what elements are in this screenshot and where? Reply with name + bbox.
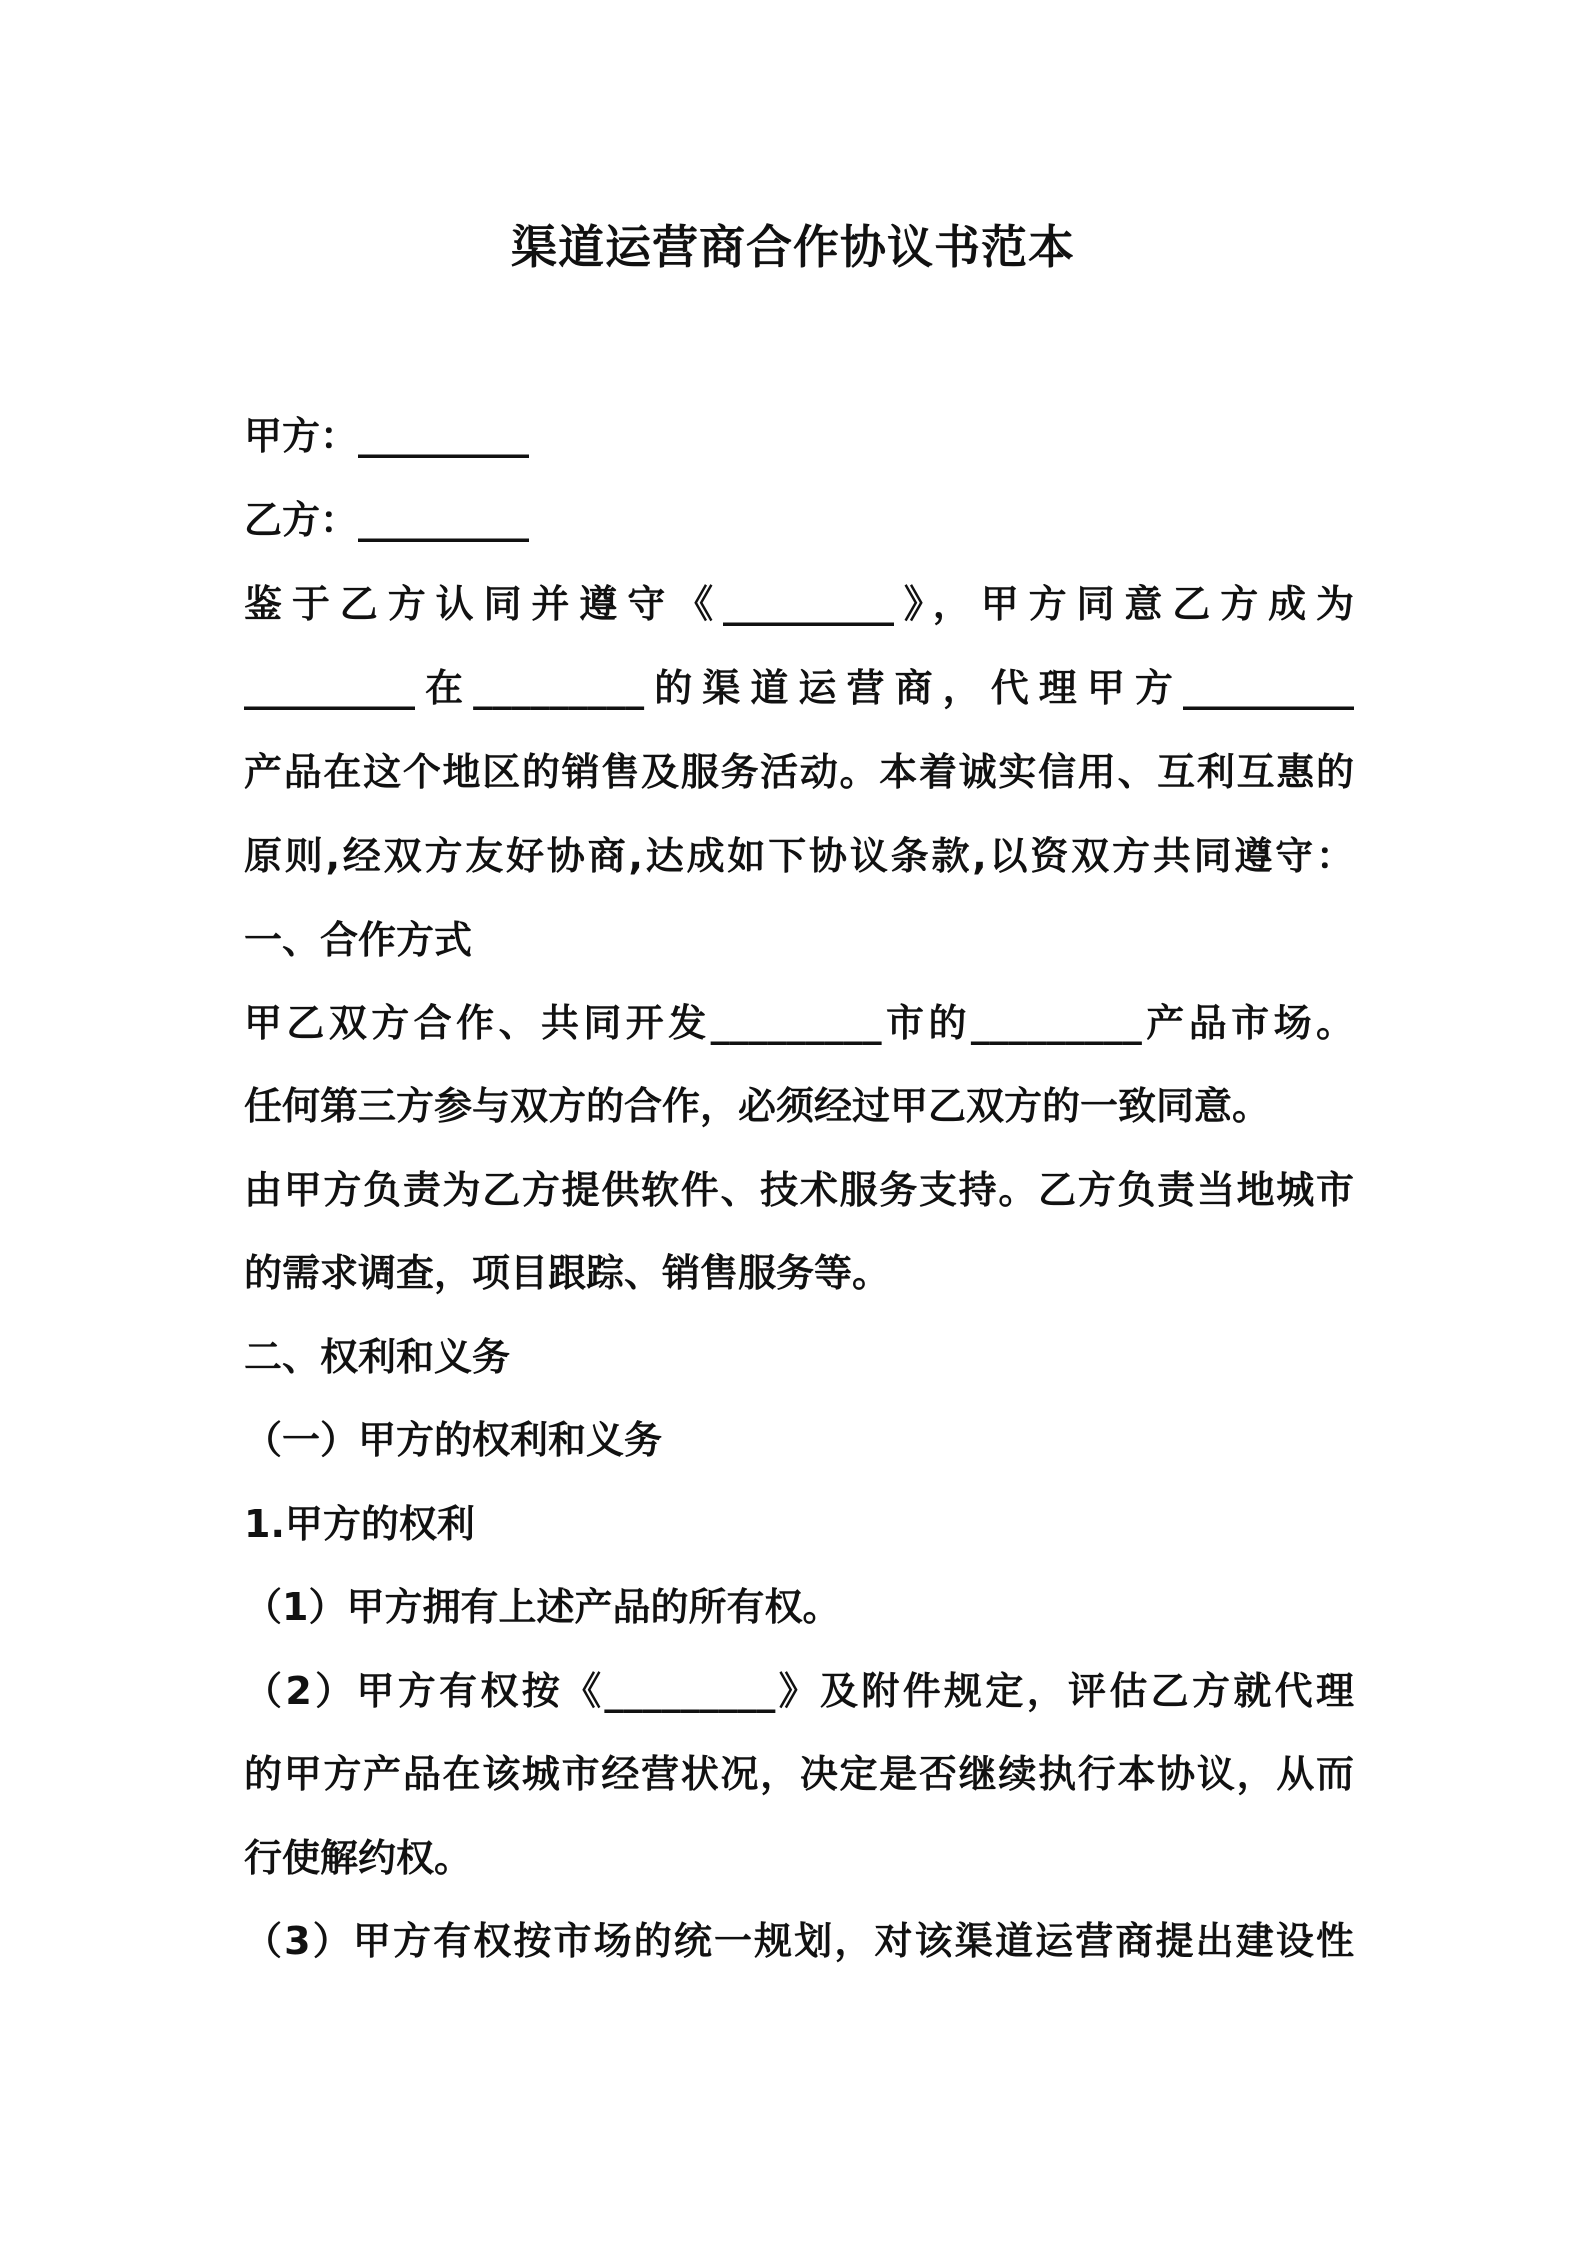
clause-item-2-line-2: 的甲方产品在该城市经营状况，决定是否继续执行本协议，从而 [244,1752,1354,1796]
preamble-line-4: 原则,经双方友好协商,达成如下协议条款,以资双方共同遵守： [244,834,1354,878]
party-a-line: 甲方：_________ [244,414,530,458]
clause-item-2-line-3: 行使解约权。 [244,1836,473,1880]
section-heading-1: 一、合作方式 [244,918,473,962]
document-title: 渠道运营商合作协议书范本 [511,220,1075,274]
clause-item-1: （1）甲方拥有上述产品的所有权。 [244,1585,841,1629]
preamble-line-1: 鉴于乙方认同并遵守《_________》，甲方同意乙方成为 [244,582,1354,626]
party-b-line: 乙方：_________ [244,498,530,542]
section1-line-2: 任何第三方参与双方的合作，必须经过甲乙双方的一致同意。 [244,1084,1271,1128]
section1-line-4: 的需求调查，项目跟踪、销售服务等。 [244,1251,891,1295]
clause-item-2-line-1: （2）甲方有权按《_________》及附件规定，评估乙方就代理 [244,1669,1354,1713]
subsection-heading: （一）甲方的权利和义务 [244,1418,663,1462]
section1-line-3: 由甲方负责为乙方提供软件、技术服务支持。乙方负责当地城市 [244,1168,1354,1212]
preamble-line-3: 产品在这个地区的销售及服务活动。本着诚实信用、互利互惠的 [244,750,1354,794]
section1-line-1: 甲乙双方合作、共同开发_________市的_________产品市场。 [244,1001,1354,1045]
clause-heading: 1.甲方的权利 [244,1502,475,1546]
preamble-line-2: _________在_________的渠道运营商，代理甲方_________ [244,666,1354,710]
clause-item-3-line-1: （3）甲方有权按市场的统一规划，对该渠道运营商提出建设性 [244,1919,1354,1963]
section-heading-2: 二、权利和义务 [244,1335,511,1379]
